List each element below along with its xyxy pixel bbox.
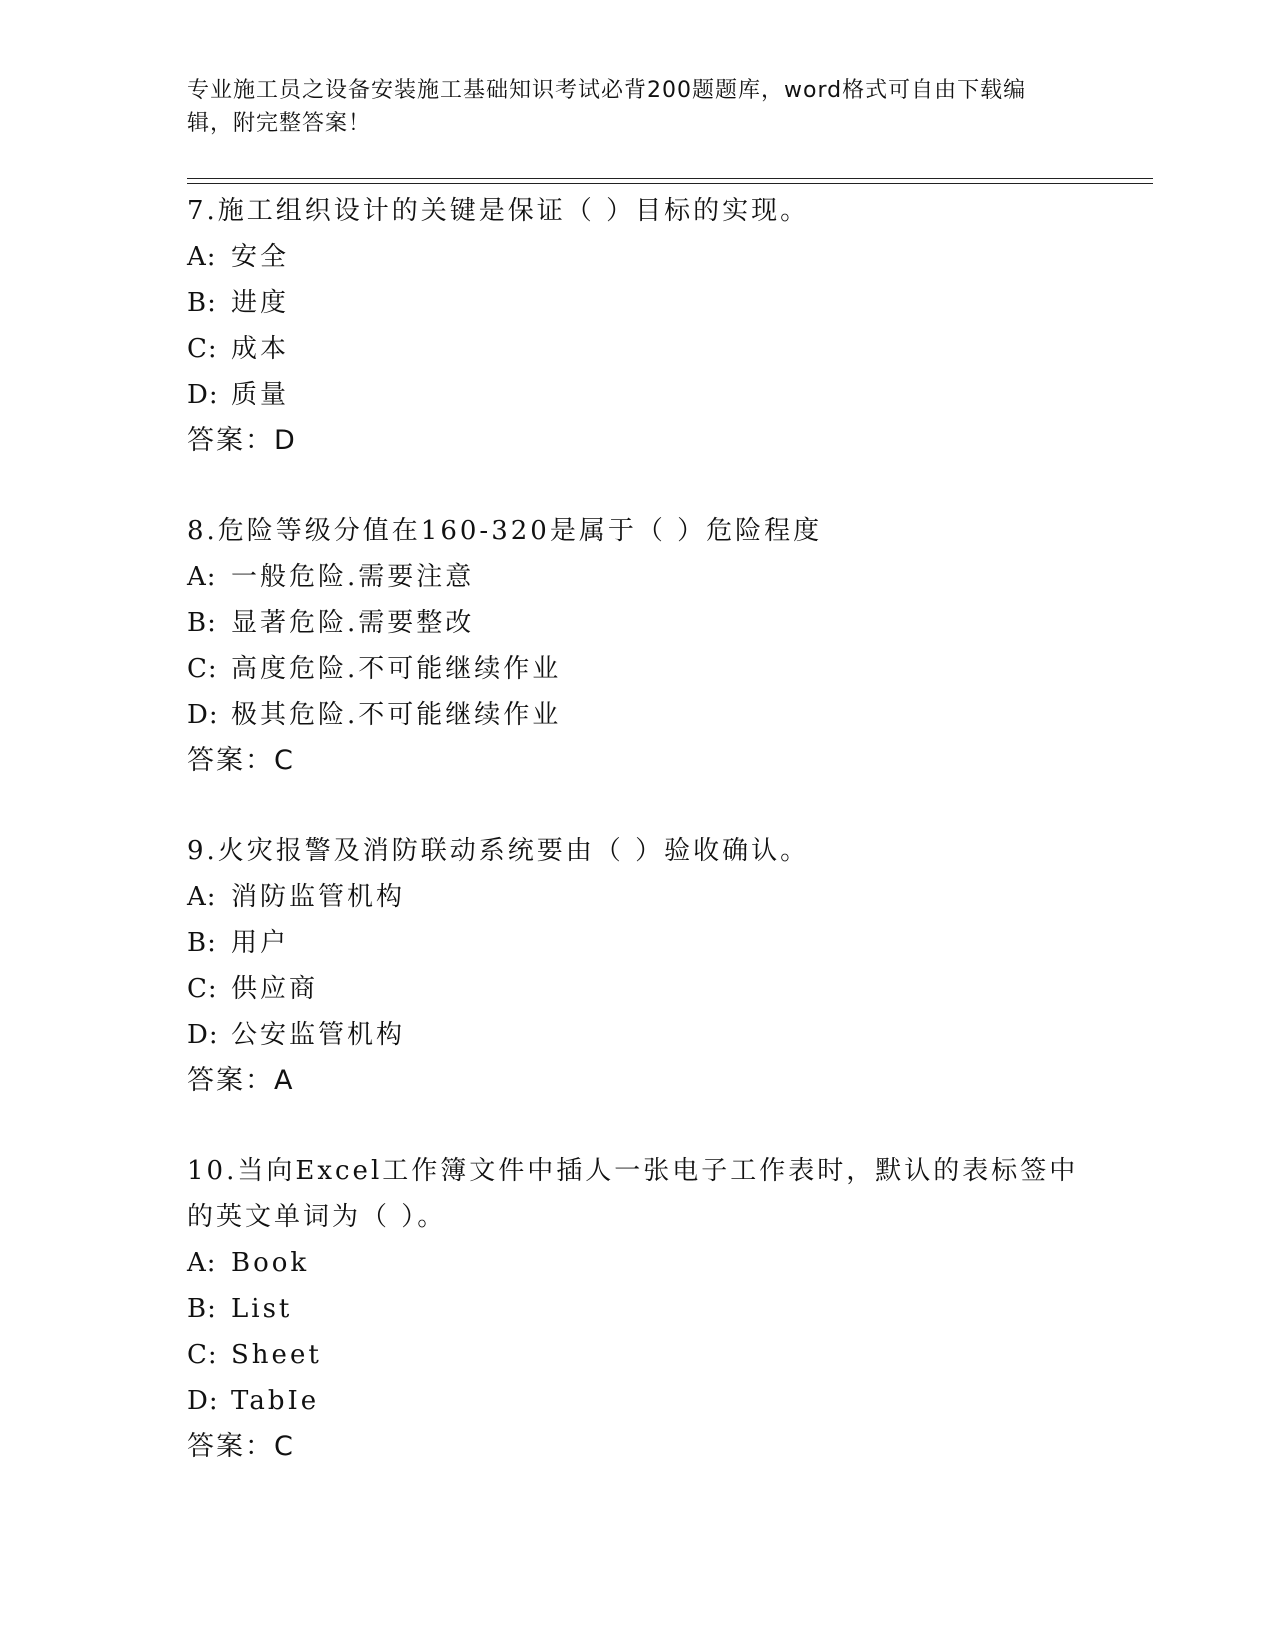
- option-text: List: [231, 1294, 293, 1324]
- option-d: [187, 372, 1087, 418]
- option-b: [187, 920, 1087, 966]
- option-letter: D:: [187, 700, 219, 730]
- question-7: [187, 188, 1087, 464]
- option-text: Book: [231, 1248, 310, 1278]
- option-c: [187, 646, 1087, 692]
- question-10: [187, 1148, 1087, 1470]
- option-letter: D:: [187, 1386, 219, 1416]
- header-divider-bottom: [187, 183, 1153, 184]
- option-b: [187, 1286, 1087, 1332]
- option-d: [187, 1378, 1087, 1424]
- answer-line: 答案：C: [187, 1431, 295, 1462]
- option-letter: B:: [187, 288, 217, 318]
- option-text: Sheet: [231, 1340, 322, 1370]
- option-c: [187, 1332, 1087, 1378]
- document-header: 专业施工员之设备安装施工基础知识考试必背200题题库，word格式可自由下载编辑，附完整答案！: [187, 78, 1027, 136]
- answer-line: 答案：C: [187, 745, 295, 776]
- option-text: 用户: [231, 928, 290, 958]
- question-stem: 7.施工组织设计的关键是保证（ ）目标的实现。: [187, 196, 810, 226]
- option-a: [187, 554, 1087, 600]
- option-b: [187, 600, 1087, 646]
- option-letter: B:: [187, 608, 217, 638]
- option-a: [187, 1240, 1087, 1286]
- option-letter: C:: [187, 334, 218, 364]
- option-text: 安全: [231, 242, 290, 272]
- option-letter: A:: [187, 562, 217, 592]
- option-text: 进度: [231, 288, 290, 318]
- option-c: [187, 326, 1087, 372]
- question-stem: 8.危险等级分值在160-320是属于（ ）危险程度: [187, 516, 823, 546]
- option-c: [187, 966, 1087, 1012]
- question-9: [187, 828, 1087, 1104]
- option-letter: A:: [187, 882, 217, 912]
- option-text: 高度危险.不可能继续作业: [231, 654, 562, 684]
- question-stem: 9.火灾报警及消防联动系统要由（ ）验收确认。: [187, 836, 810, 866]
- answer-line: 答案：D: [187, 425, 297, 456]
- option-text: 消防监管机构: [231, 882, 406, 912]
- option-letter: A:: [187, 242, 217, 272]
- option-text: 成本: [231, 334, 290, 364]
- option-letter: B:: [187, 928, 217, 958]
- option-letter: C:: [187, 974, 218, 1004]
- option-text: TabIe: [231, 1386, 320, 1416]
- option-letter: C:: [187, 1340, 218, 1370]
- option-text: 一般危险.需要注意: [231, 562, 475, 592]
- option-text: 显著危险.需要整改: [231, 608, 475, 638]
- option-d: [187, 692, 1087, 738]
- option-text: 供应商: [231, 974, 319, 1004]
- answer-line: 答案：A: [187, 1065, 295, 1096]
- question-stem: 10.当向Excel工作簿文件中插人一张电子工作表时，默认的表标签中的英文单词为（ ）。: [187, 1156, 1079, 1232]
- option-a: [187, 874, 1087, 920]
- option-letter: D:: [187, 1020, 219, 1050]
- option-text: 极其危险.不可能继续作业: [231, 700, 562, 730]
- question-8: [187, 508, 1087, 784]
- option-letter: D:: [187, 380, 219, 410]
- header-divider-top: [187, 178, 1153, 179]
- option-a: [187, 234, 1087, 280]
- option-text: 质量: [231, 380, 290, 410]
- option-text: 公安监管机构: [231, 1020, 406, 1050]
- option-letter: C:: [187, 654, 218, 684]
- option-d: [187, 1012, 1087, 1058]
- option-letter: A:: [187, 1248, 217, 1278]
- option-letter: B:: [187, 1294, 217, 1324]
- option-b: [187, 280, 1087, 326]
